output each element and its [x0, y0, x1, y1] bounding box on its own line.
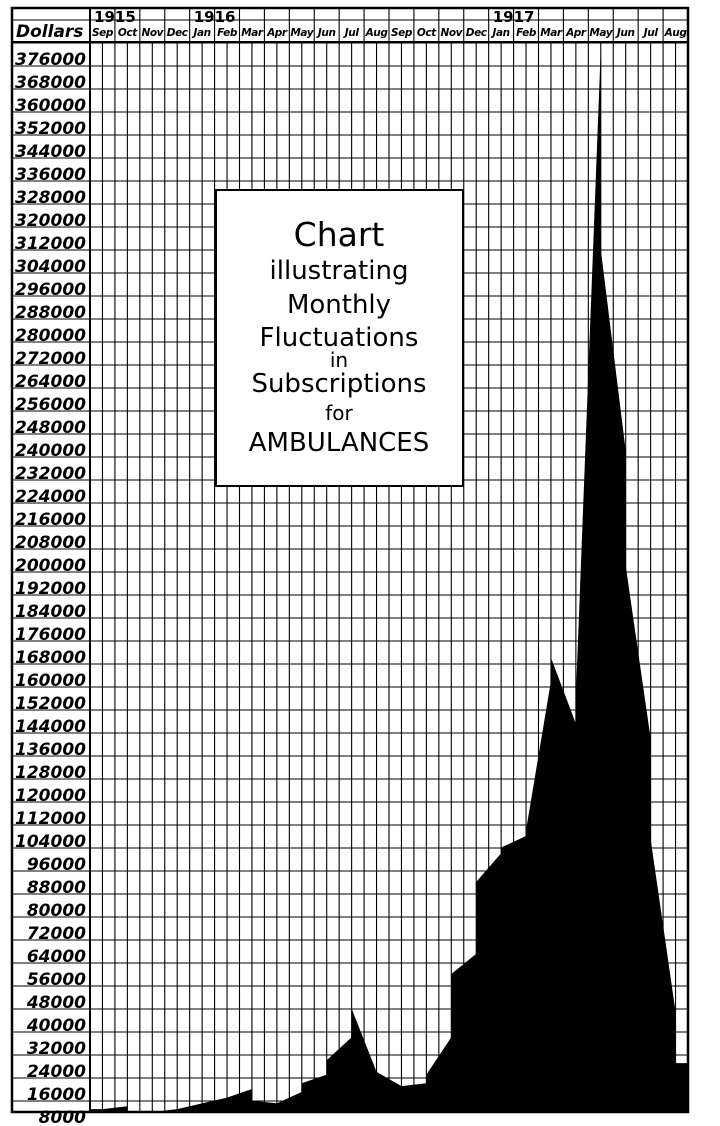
y-tick-label: 64000 [26, 947, 86, 967]
y-tick-label: 360000 [15, 96, 86, 116]
y-tick-label: 168000 [15, 648, 86, 668]
y-tick-label: 48000 [26, 993, 86, 1013]
y-tick-label: 192000 [15, 579, 86, 599]
month-tick-label: Dec [465, 27, 487, 39]
y-tick-label: 72000 [26, 924, 86, 944]
year-label: 1916 [193, 8, 236, 26]
y-tick-label: 32000 [26, 1039, 86, 1059]
month-tick-label: Nov [440, 27, 463, 39]
y-tick-label: 280000 [15, 326, 86, 346]
month-tick-label: Nov [141, 27, 164, 39]
y-tick-label: 296000 [15, 280, 86, 300]
y-tick-label: 160000 [15, 671, 86, 691]
month-tick-label: Mar [241, 27, 263, 39]
y-tick-label: 216000 [15, 510, 86, 530]
y-tick-label: 344000 [15, 142, 86, 162]
month-tick-label: May [290, 27, 314, 39]
y-axis-label: Dollars [16, 22, 84, 42]
y-tick-label: 128000 [15, 763, 86, 783]
y-tick-label: 248000 [15, 418, 86, 438]
y-tick-label: 328000 [15, 188, 86, 208]
title-line: for [325, 401, 353, 425]
month-tick-label: Jun [317, 27, 336, 39]
month-tick-label: Apr [566, 27, 586, 39]
y-tick-label: 272000 [15, 349, 86, 369]
y-tick-label: 264000 [15, 372, 86, 392]
month-tick-label: Aug [664, 27, 687, 39]
y-tick-label: 224000 [15, 487, 86, 507]
year-label: 1915 [94, 8, 136, 26]
y-tick-label: 304000 [15, 257, 86, 277]
y-tick-label: 16000 [26, 1085, 86, 1105]
month-tick-label: Jul [344, 27, 359, 39]
y-tick-label: 240000 [15, 441, 86, 461]
y-tick-label: 208000 [15, 533, 86, 553]
month-tick-label: Sep [390, 27, 412, 39]
y-tick-label: 80000 [26, 901, 86, 921]
month-tick-label: Dec [166, 27, 188, 39]
y-tick-label: 320000 [15, 211, 86, 231]
month-tick-label: Feb [217, 27, 237, 39]
y-tick-label: 120000 [15, 786, 86, 806]
month-tick-label: Jan [193, 27, 211, 39]
month-tick-label: Feb [516, 27, 536, 39]
title-line: AMBULANCES [248, 428, 430, 458]
month-tick-label: May [589, 27, 613, 39]
y-tick-label: 256000 [15, 395, 86, 415]
y-tick-label: 376000 [15, 50, 86, 70]
y-tick-label: 176000 [15, 625, 86, 645]
y-tick-label: 232000 [15, 464, 86, 484]
title-line: illustrating [269, 256, 409, 286]
y-tick-label: 184000 [15, 602, 86, 622]
month-tick-label: Mar [540, 27, 562, 39]
y-tick-label: 200000 [15, 556, 86, 576]
title-line: Monthly [286, 290, 392, 320]
y-tick-label: 136000 [15, 740, 86, 760]
month-tick-label: Sep [91, 27, 113, 39]
y-tick-label: 144000 [15, 717, 86, 737]
title-line: Fluctuations [259, 323, 419, 353]
y-tick-label: 104000 [15, 832, 86, 852]
month-tick-label: Oct [416, 27, 436, 39]
month-tick-label: Oct [117, 27, 137, 39]
y-tick-label: 24000 [26, 1062, 86, 1082]
y-tick-label: 112000 [15, 809, 86, 829]
month-tick-label: Jan [492, 27, 510, 39]
y-tick-label: 8000 [38, 1108, 86, 1126]
month-tick-label: Jul [643, 27, 658, 39]
y-tick-label: 56000 [26, 970, 86, 990]
y-tick-label: 40000 [26, 1016, 86, 1036]
month-tick-label: Apr [267, 27, 287, 39]
y-tick-label: 152000 [15, 694, 86, 714]
y-tick-label: 352000 [15, 119, 86, 139]
y-tick-label: 96000 [26, 855, 86, 875]
y-tick-label: 368000 [15, 73, 86, 93]
title-line: Subscriptions [251, 369, 427, 399]
title-line: Chart [293, 215, 385, 254]
y-tick-label: 288000 [15, 303, 86, 323]
y-tick-label: 88000 [26, 878, 86, 898]
title-line: in [329, 348, 349, 372]
y-tick-label: 312000 [15, 234, 86, 254]
month-tick-label: Aug [365, 27, 388, 39]
year-label: 1917 [492, 8, 535, 26]
y-tick-label: 336000 [15, 165, 86, 185]
month-tick-label: Jun [616, 27, 635, 39]
